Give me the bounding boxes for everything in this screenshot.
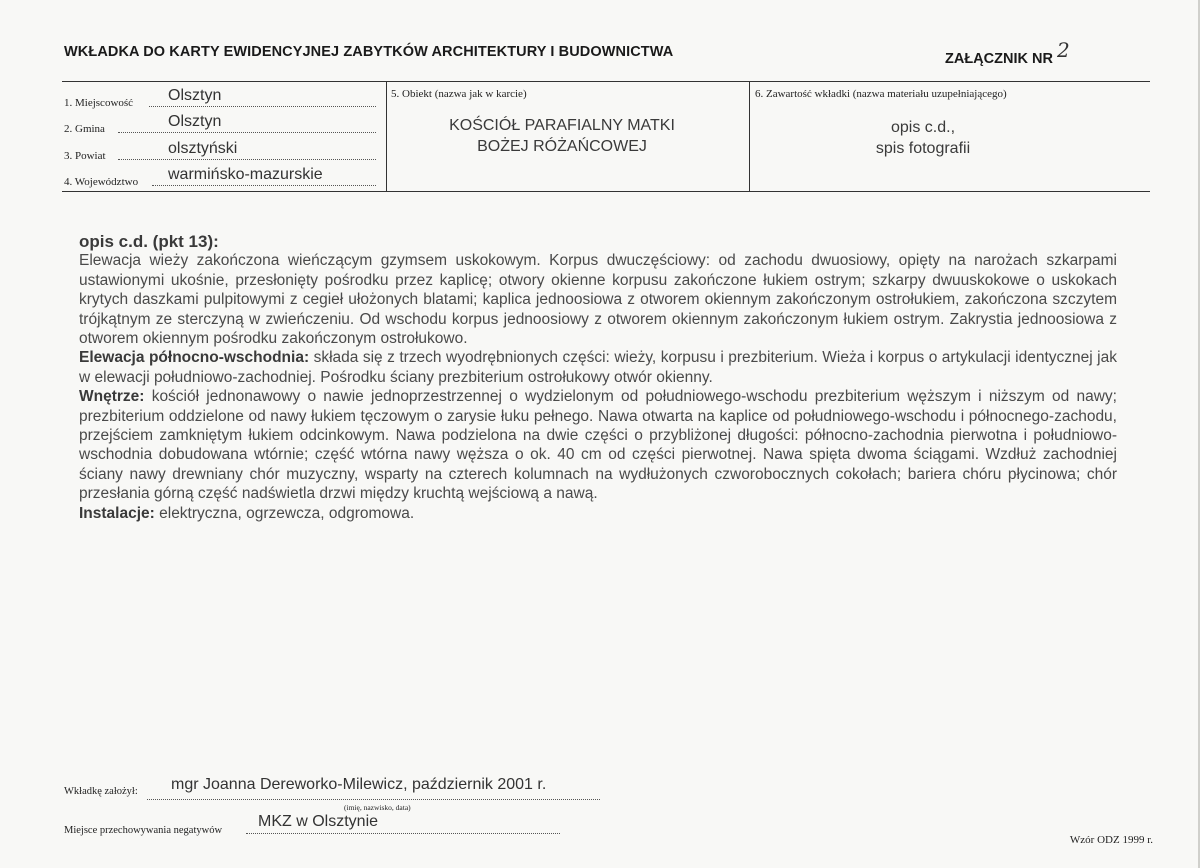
author-label: Wkładkę założył:	[64, 786, 138, 797]
contents-value	[750, 117, 1096, 159]
description-paragraph-1: Elewacja wieży zakończona wieńczącym gzymsem uskokowym. Korpus dwuczęściowy: od zachodu dwuosiowy, opięty na narożach szkarpami ustawionymi ukośnie, przesłonięty pośrodku przez kaplicę; otwory okienne korpusu zakończone łukiem ostrym; szkarpy dwuuskokowe o uskokach krytych daszkami pulpitowymi z cegieł ułożonych blatami; kaplica jednoosiowa z otworem okiennym zakończonym ostrołukiem, zakończona szczytem trójkątnym ze sterczyną w zwieńczeniu. Od wschodu korpus jednoosiowy z otworem okiennym zakończonym łukiem ostrym. Zakrystia jednoosiowa z otworem okiennym pośrodku zakończonym ostrołukowo.	[79, 252, 1117, 348]
paragraph-4-label: Instalacje:	[79, 504, 155, 522]
field-value: olsztyński	[168, 140, 238, 157]
attachment-number: 2	[1056, 38, 1070, 62]
object-name-line2: BOŻEJ RÓŻAŃCOWEJ	[477, 138, 647, 155]
field-label: 4. Województwo	[64, 176, 139, 188]
attachment-label-text: ZAŁĄCZNIK NR	[945, 51, 1053, 67]
field-dots	[152, 185, 376, 186]
field-value: warmińsko-mazurskie	[168, 166, 323, 183]
field-label: 2. Gmina	[64, 123, 105, 135]
contents-line2: spis fotografii	[875, 140, 971, 157]
field-label: 3. Powiat	[64, 150, 106, 162]
storage-dots	[246, 833, 560, 834]
field-dots	[118, 132, 376, 133]
description-heading: opis c.d. (pkt 13):	[79, 232, 219, 251]
author-sublabel: (imię, nazwisko, data)	[344, 803, 411, 812]
attachment-label	[945, 38, 1070, 68]
table-bottom-border	[62, 191, 1150, 192]
form-title: WKŁADKA DO KARTY EWIDENCYJNEJ ZABYTKÓW ARCHITEKTURY I BUDOWNICTWA	[64, 44, 674, 60]
form-template-id: Wzór ODZ 1999 r.	[1069, 834, 1153, 846]
paragraph-4-text: elektryczna, ogrzewcza, odgromowa.	[159, 504, 415, 522]
field-gmina	[64, 115, 376, 135]
contents-label: 6. Zawartość wkładki (nazwa materiału uzupełniającego)	[755, 88, 1007, 100]
object-name-line1: KOŚCIÓŁ PARAFIALNY MATKI	[449, 117, 675, 134]
description-paragraph-3	[79, 387, 1117, 503]
description-paragraph-2	[79, 348, 1117, 387]
storage-value: MKZ w Olsztynie	[258, 813, 379, 830]
field-dots	[118, 159, 376, 160]
table-top-border	[62, 81, 1150, 82]
field-miejscowosc	[64, 89, 376, 109]
paragraph-3-label: Wnętrze:	[79, 388, 145, 406]
field-wojewodztwo	[64, 168, 376, 188]
author-dots	[147, 799, 600, 800]
author-value: mgr Joanna Dereworko-Milewicz, październik 2001 r.	[171, 776, 547, 793]
contents-line1: opis c.d.,	[890, 119, 956, 136]
paragraph-2-text: składa się z trzech wyodrębnionych części: wieży, korpusu i prezbiterium. Wieża i korpus o artykulacji identycznej jak w elewacji południowo-zachodniej. Pośrodku ściany prezbiterium ostrołukowy otwór okienny.	[79, 349, 1117, 386]
paragraph-2-label: Elewacja północno-wschodnia:	[79, 349, 310, 367]
storage-label: Miejsce przechowywania negatywów	[64, 825, 223, 836]
object-name	[387, 115, 737, 157]
field-value: Olsztyn	[168, 113, 222, 130]
description-body	[79, 232, 1117, 523]
object-label: 5. Obiekt (nazwa jak w karcie)	[391, 88, 527, 100]
description-paragraph-4	[79, 504, 1117, 523]
field-powiat	[64, 142, 376, 162]
field-value: Olsztyn	[168, 87, 222, 104]
paragraph-3-text: kościół jednonawowy o nawie jednoprzestrzennej o wydzielonym od południowego-wschodu prezbiterium węższym i niższym od nawy; prezbiterium oddzielone od nawy łukiem tęczowym o zarysie łuku pełnego. Nawa otwarta na kaplice od południowego-wschodu i północnego-zachodu, przejściem zamkniętym łukiem odcinkowym. Nawa podzielona na dwie części o przybliżonej długości: północno-zachodnia pierwotna i południowo-wschodnia dobudowana wtórnie; część wtórna nawy węższa o ok. 40 cm od części pierwotnej. Nawa spięta dwoma ściągami. Wzdłuż zachodniej ściany nawy drewniany chór muzyczny, wsparty na czterech kolumnach na wydłużonych czworobocznych cokołach; bariera chóru płycinowa; chór przesłania górną część nadświetla drzwi między kruchtą wejściową a nawą.	[79, 388, 1117, 503]
field-label: 1. Miejscowość	[64, 97, 134, 109]
field-dots	[149, 106, 376, 107]
